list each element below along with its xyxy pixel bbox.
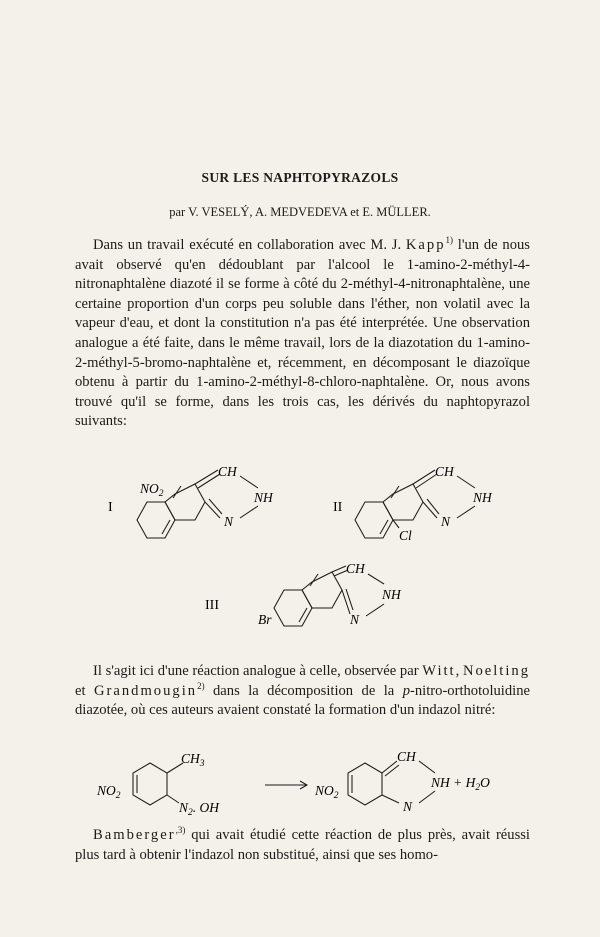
- paragraph-witt-part1: Il s'agit ici d'une réaction analogue à celle, observée par: [93, 663, 423, 679]
- structure-I-ch: CH: [218, 464, 237, 479]
- structure-III-numeral: III: [205, 598, 219, 613]
- structure-I-no2-sub: 2: [158, 489, 164, 499]
- structure-II-numeral: II: [333, 500, 343, 515]
- structure-I-no2: NO: [140, 481, 159, 496]
- structure-II-cl: Cl: [399, 528, 412, 543]
- author-noelting: Noelting: [462, 663, 531, 679]
- structure-III: [200, 562, 440, 662]
- structure-I-n: N: [224, 514, 234, 529]
- structure-III-ch: CH: [346, 561, 365, 576]
- author-bamberger: Bamberger: [93, 827, 176, 843]
- footnote-ref-1: 1): [445, 235, 454, 246]
- svg-text:N: N: [403, 799, 413, 814]
- product-ring: [348, 763, 382, 805]
- footnote-ref-2: 2): [197, 680, 205, 691]
- svg-text:NO2: $NO_2$: [315, 783, 339, 801]
- reaction-scheme: [75, 745, 535, 825]
- paragraph-bamberger: Bamberger$^{,3)}$ qui avait étudié cette réaction de plus près, avait réussi plus tard à obtenir l'indazol non substitué, ainsi que ses homo-: [75, 825, 530, 863]
- author-kapp: Kapp: [405, 237, 446, 253]
- article-title: SUR LES NAPHTOPYRAZOLS: [201, 170, 399, 185]
- structure-I-numeral: I: [108, 500, 113, 515]
- structure-I-nh: NH: [254, 490, 273, 505]
- svg-text:N2. OH: $N_2$. OH: [179, 800, 220, 818]
- svg-text:CH3: $CH_3$: [181, 751, 205, 769]
- author-witt: Witt: [422, 663, 456, 679]
- structure-II-nh: NH: [473, 490, 492, 505]
- paragraph-intro-part2: l'un de nous avait observé qu'en dédoublant par l'alcool le 1-amino-2-méthyl-4-nitronaphtalène diazoté il se forme à côté du 2-méthyl-4-nitronaphtalène, une certaine proportion d'un corps peu soluble dans l'éther, non volatil avec la vapeur d'eau, et dont la constitution n'a pas été interprétée. Une observation analogue a été faite, dans le même travail, lors de la diazotation du 1-amino-2-méthyl-5-bromo-naphtalène et, récemment, en décomposant le diazoïque obtenu à partir du 1-amino-2-méthyl-8-chloro-naphtalène. Or, nous avons trouvé qu'il se forme, dans les trois cas, les dérivés du naphtopyrazol suivants:: [75, 237, 530, 430]
- svg-text:NO2: [139, 481, 164, 499]
- structure-III-n: N: [350, 612, 360, 627]
- footnote-ref-3: ,3): [175, 825, 186, 836]
- structure-III-br: Br: [258, 612, 272, 627]
- svg-text:CH: CH: [397, 749, 416, 764]
- paragraph-intro: [75, 236, 530, 432]
- paragraph-witt: Il s'agit ici d'une réaction analogue à celle, observée par Witt, Noelting et Grandmougin$^{2)}$ dans la décomposition de la p-nitro-orthotoluidine diazotée, où ces auteurs avaient constaté la formation d'un indazol nitré:: [75, 663, 531, 719]
- paragraph-intro-part1: Dans un travail exécuté en collaboration avec M. J.: [93, 237, 406, 253]
- article-authors: par V. VESELÝ, A. MEDVEDEVA et E. MÜLLER.: [169, 205, 431, 219]
- author-grandmougin: Grandmougin: [93, 682, 198, 699]
- structure-III-nh: NH: [382, 587, 401, 602]
- structure-I: [100, 462, 300, 572]
- svg-text:NH + H2O: NH + $H_2O$: [431, 775, 490, 793]
- svg-text:NO2: $NO_2$: [97, 783, 121, 801]
- structure-II: [333, 462, 533, 572]
- structure-II-n: N: [441, 514, 451, 529]
- reactant-ring: [133, 763, 167, 805]
- structure-II-ch: CH: [435, 464, 454, 479]
